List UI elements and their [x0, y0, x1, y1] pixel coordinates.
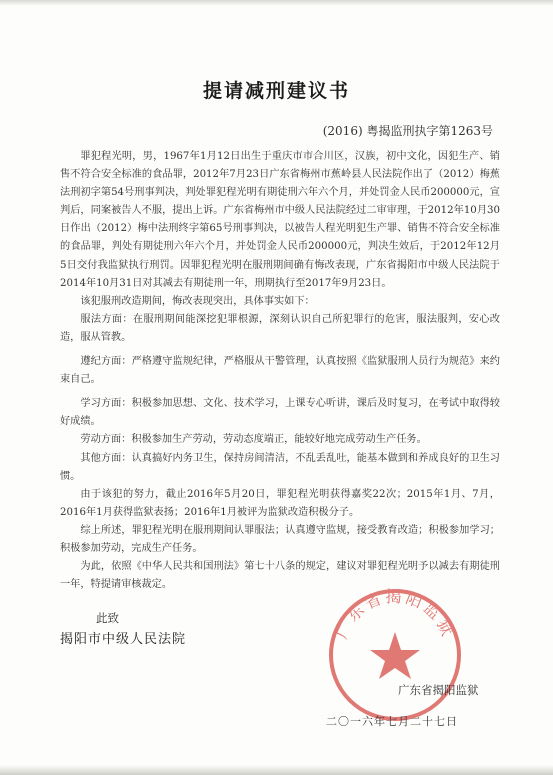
paragraph-labor: 劳动方面：积极参加生产劳动，劳动态度端正，能较好地完成劳动生产任务。 [80, 434, 427, 446]
paragraph-law-abiding: 服法方面：在服刑期间能深挖犯罪根源，深刻认识自己所犯罪行的危害，服法服判，安心改造，服从管教。 [60, 313, 500, 343]
paragraph-study: 学习方面：积极参加思想、文化、技术学习，上课专心听讲，课后及时复习，在考试中取得较好成绩。 [60, 398, 500, 428]
official-seal-stamp [324, 584, 466, 726]
paragraph-recommendation: 为此，依照《中华人民共和国刑法》第七十八条的规定，建议对罪犯程光明予以减去有期徒刑一年，特提请审核裁定。 [60, 561, 500, 591]
scan-edge-bottom [0, 765, 553, 775]
svg-text:广东省揭阳监狱: 广东省揭阳监狱 [331, 587, 459, 642]
document-title: 提请减刑建议书 [202, 80, 350, 102]
paragraph-intro-facts: 该犯服刑改造期间，悔改表现突出，具体事实如下： [80, 295, 315, 307]
paragraph-discipline: 遵纪方面：严格遵守监规纪律，严格服从干警管理，认真按照《监狱服刑人员行为规范》来约束自己。 [60, 356, 500, 386]
sender-institution: 广东省揭阳监狱 [398, 683, 479, 697]
document-body [60, 148, 500, 594]
document-date: 二〇一六年七月二十七日 [326, 715, 458, 728]
paragraph-summary: 综上所述，罪犯程光明在服刑期间认罪服法；认真遵守监规，接受教育改造；积极参加学习；积极参加劳动，完成生产任务。 [60, 524, 500, 554]
paragraph-criminal-record: 罪犯程光明，男，1967年1月12日出生于重庆市市合川区，汉族，初中文化，因犯生产、销售不符合安全标准的食品罪，2012年7月23日广东省梅州市蕉岭县人民法院作出了（2012）梅蕉法刑初字第54号刑事判决，判处罪犯程光明有期徒刑六年六个月，并处罚金人民币200000元，宣判后，同案被告人不服，提出上诉。广东省梅州市中级人民法院经过二审审理，于2012年10月30日作出（2012）梅中法刑终字第65号刑事判决，以被告人程光明犯生产罪、销售不符合安全标准的食品罪，判处有期徒刑六年六个月，并处罚金人民币200000元，判决生效后，于2012年12月5日交付我监狱执行刑罚。因罪犯程光明在服刑期间确有悔改表现，广东省揭阳市中级人民法院于2014年10月31日对其减去有期徒刑一年，刑期执行至2017年9月23日。 [60, 151, 500, 289]
recipient-court: 揭阳市中级人民法院 [60, 632, 187, 647]
paragraph-other: 其他方面：认真搞好内务卫生，保持房间清洁，不乱丢乱吐，能基本做到和养成良好的卫生习惯。 [60, 452, 500, 482]
closing-salutation: 此致 [96, 611, 119, 625]
paragraph-rewards: 由于该犯的努力，截止2016年5月20日，罪犯程光明获得嘉奖22次；2015年1月、7月，2016年1月获得监狱表扬；2016年1月被评为监狱改造积极分子。 [60, 488, 500, 518]
scan-edge-top [0, 0, 553, 6]
document-number: (2016) 粤揭监刑执字第1263号 [322, 124, 493, 138]
